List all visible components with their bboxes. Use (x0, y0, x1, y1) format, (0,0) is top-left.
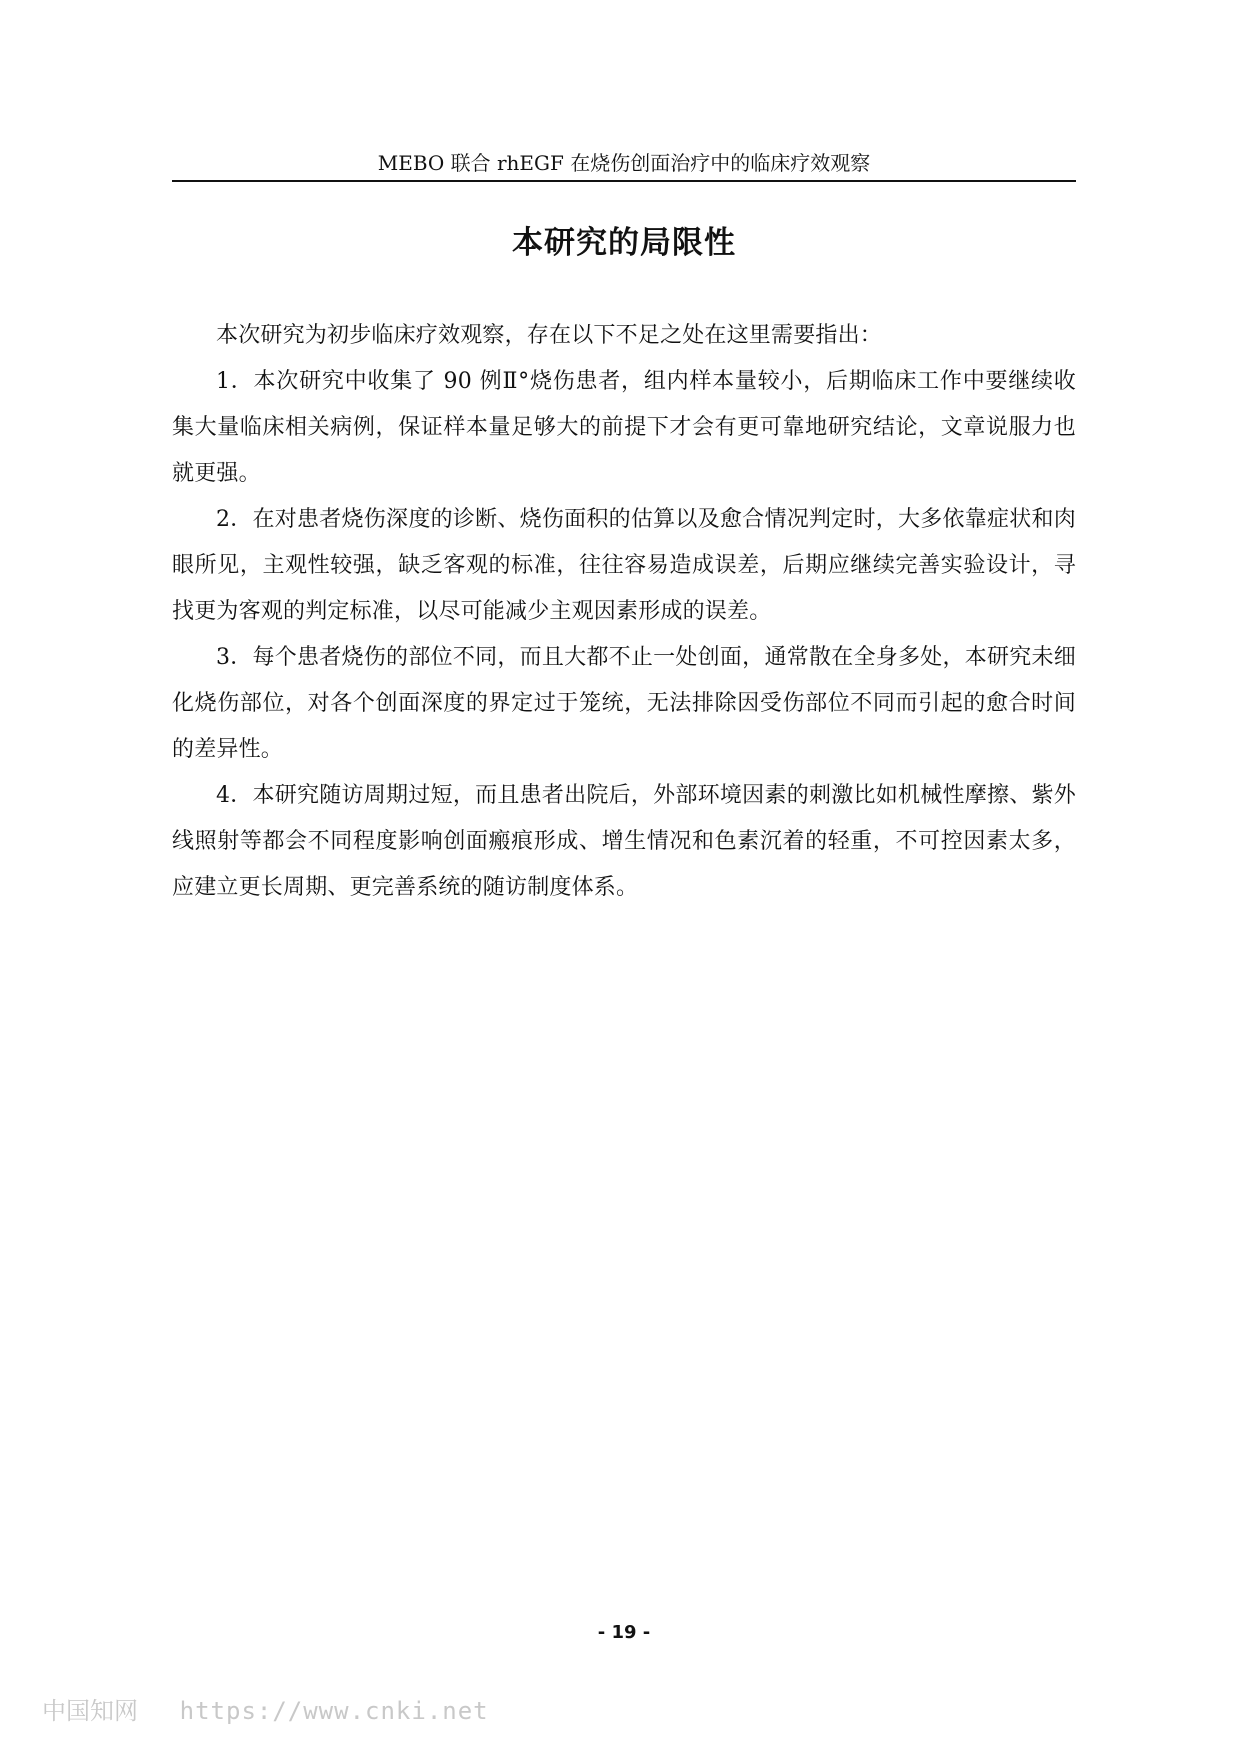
limitation-paragraph-3: 3．每个患者烧伤的部位不同，而且大都不止一处创面，通常散在全身多处，本研究未细化烧伤部位，对各个创面深度的界定过于笼统，无法排除因受伤部位不同而引起的愈合时间的差异性。 (172, 645, 1076, 762)
intro-paragraph: 本次研究为初步临床疗效观察，存在以下不足之处在这里需要指出： (216, 323, 883, 348)
watermark-name: 中国知网 (42, 1697, 138, 1725)
watermark-url: https://www.cnki.net (179, 1697, 489, 1725)
section-title: 本研究的局限性 (512, 225, 736, 261)
limitation-paragraph-2: 2．在对患者烧伤深度的诊断、烧伤面积的估算以及愈合情况判定时，大多依靠症状和肉眼所见，主观性较强，缺乏客观的标准，往往容易造成误差，后期应继续完善实验设计，寻找更为客观的判定标准，以尽可能减少主观因素形成的误差。 (172, 507, 1076, 624)
header-divider (172, 180, 1076, 182)
limitation-paragraph-4: 4．本研究随访周期过短，而且患者出院后，外部环境因素的刺激比如机械性摩擦、紫外线照射等都会不同程度影响创面瘢痕形成、增生情况和色素沉着的轻重，不可控因素太多，应建立更长周期、更完善系统的随访制度体系。 (172, 783, 1076, 900)
running-header: MEBO 联合 rhEGF 在烧伤创面治疗中的临床疗效观察 (377, 151, 871, 175)
limitation-paragraph-1: 1．本次研究中收集了 90 例Ⅱ°烧伤患者，组内样本量较小，后期临床工作中要继续收集大量临床相关病例，保证样本量足够大的前提下才会有更可靠地研究结论，文章说服力也就更强。 (172, 369, 1076, 486)
body-text (172, 313, 1076, 911)
page-number: - 19 - (597, 1622, 651, 1643)
watermark (42, 1696, 489, 1726)
